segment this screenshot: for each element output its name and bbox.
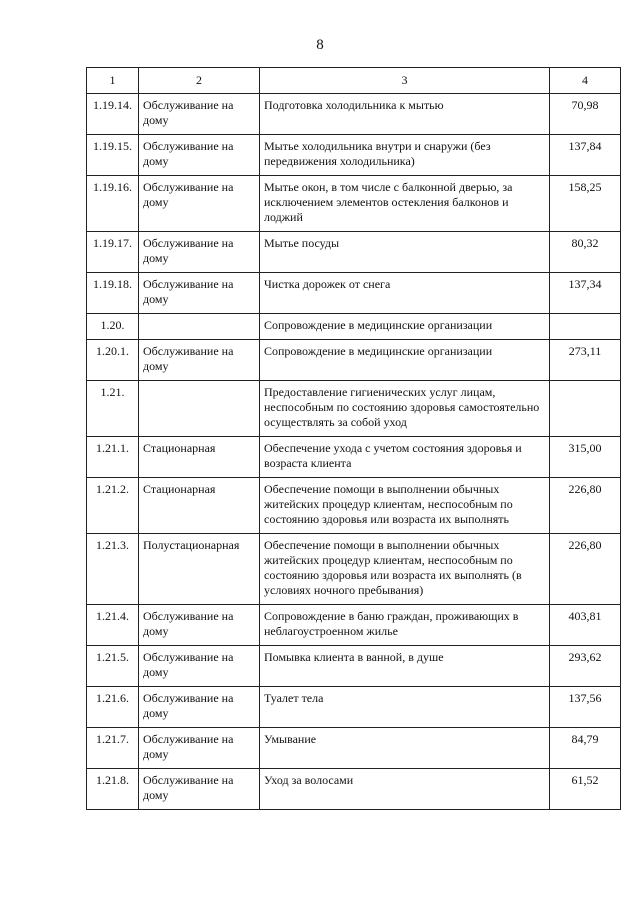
table-row (87, 314, 621, 340)
service-form (139, 314, 260, 340)
service-form (139, 381, 260, 437)
service-price (550, 314, 621, 340)
service-price: 137,34 (550, 273, 621, 314)
service-form: Стационарная (139, 478, 260, 534)
service-name: Обеспечение помощи в выполнении обычных житейских процедур клиентам, неспособным по состоянию здоровья или возраста их выполнять (260, 478, 550, 534)
row-number: 1.21.2. (87, 478, 139, 534)
service-name: Умывание (260, 728, 550, 769)
table-row (87, 437, 621, 478)
table-row (87, 687, 621, 728)
row-number: 1.20. (87, 314, 139, 340)
service-price: 158,25 (550, 176, 621, 232)
service-form: Стационарная (139, 437, 260, 478)
service-price: 84,79 (550, 728, 621, 769)
row-number: 1.21.3. (87, 534, 139, 605)
service-price (550, 381, 621, 437)
table-row (87, 340, 621, 381)
service-form: Обслуживание на дому (139, 94, 260, 135)
service-name: Сопровождение в медицинские организации (260, 340, 550, 381)
service-name: Мытье посуды (260, 232, 550, 273)
table-row (87, 176, 621, 232)
service-form: Обслуживание на дому (139, 273, 260, 314)
service-form: Обслуживание на дому (139, 646, 260, 687)
table-row (87, 769, 621, 810)
service-form: Обслуживание на дому (139, 728, 260, 769)
row-number: 1.21.5. (87, 646, 139, 687)
page-number: 8 (316, 37, 324, 53)
row-number: 1.19.17. (87, 232, 139, 273)
table-row (87, 478, 621, 534)
service-name: Помывка клиента в ванной, в душе (260, 646, 550, 687)
service-name: Сопровождение в баню граждан, проживающих в неблагоустроенном жилье (260, 605, 550, 646)
table-row (87, 94, 621, 135)
service-price: 137,56 (550, 687, 621, 728)
table-row (87, 273, 621, 314)
row-number: 1.21.4. (87, 605, 139, 646)
row-number: 1.19.18. (87, 273, 139, 314)
service-price: 273,11 (550, 340, 621, 381)
header-cell-3: 3 (260, 68, 550, 94)
service-price: 403,81 (550, 605, 621, 646)
service-name: Мытье холодильника внутри и снаружи (без передвижения холодильника) (260, 135, 550, 176)
row-number: 1.19.16. (87, 176, 139, 232)
service-price: 226,80 (550, 534, 621, 605)
table-row (87, 605, 621, 646)
service-form: Обслуживание на дому (139, 176, 260, 232)
service-name: Чистка дорожек от снега (260, 273, 550, 314)
service-form: Обслуживание на дому (139, 135, 260, 176)
service-name: Уход за волосами (260, 769, 550, 810)
service-name: Подготовка холодильника к мытью (260, 94, 550, 135)
header-cell-2: 2 (139, 68, 260, 94)
service-form: Обслуживание на дому (139, 687, 260, 728)
table-row (87, 232, 621, 273)
tariff-table (86, 67, 621, 810)
service-price: 293,62 (550, 646, 621, 687)
service-price: 80,32 (550, 232, 621, 273)
row-number: 1.21.8. (87, 769, 139, 810)
service-form: Обслуживание на дому (139, 232, 260, 273)
service-price: 226,80 (550, 478, 621, 534)
service-price: 61,52 (550, 769, 621, 810)
service-price: 70,98 (550, 94, 621, 135)
table-header-row (87, 68, 621, 94)
service-name: Мытье окон, в том числе с балконной дверью, за исключением элементов остекления балконов и лоджий (260, 176, 550, 232)
row-number: 1.21. (87, 381, 139, 437)
service-form: Обслуживание на дому (139, 340, 260, 381)
service-name: Обеспечение помощи в выполнении обычных житейских процедур клиентам, неспособным по состоянию здоровья или возраста их выполнять (в условиях ночного пребывания) (260, 534, 550, 605)
row-number: 1.19.15. (87, 135, 139, 176)
service-name: Предоставление гигиенических услуг лицам, неспособным по состоянию здоровья самостоятельно осуществлять за собой уход (260, 381, 550, 437)
service-name: Обеспечение ухода с учетом состояния здоровья и возраста клиента (260, 437, 550, 478)
service-name: Туалет тела (260, 687, 550, 728)
service-price: 137,84 (550, 135, 621, 176)
row-number: 1.21.7. (87, 728, 139, 769)
row-number: 1.19.14. (87, 94, 139, 135)
service-form: Обслуживание на дому (139, 605, 260, 646)
row-number: 1.20.1. (87, 340, 139, 381)
service-form: Полустационарная (139, 534, 260, 605)
table-row (87, 646, 621, 687)
service-price: 315,00 (550, 437, 621, 478)
service-name: Сопровождение в медицинские организации (260, 314, 550, 340)
service-form: Обслуживание на дому (139, 769, 260, 810)
table-row (87, 381, 621, 437)
header-cell-1: 1 (87, 68, 139, 94)
table-row (87, 135, 621, 176)
row-number: 1.21.1. (87, 437, 139, 478)
header-cell-4: 4 (550, 68, 621, 94)
table-row (87, 728, 621, 769)
table-row (87, 534, 621, 605)
row-number: 1.21.6. (87, 687, 139, 728)
